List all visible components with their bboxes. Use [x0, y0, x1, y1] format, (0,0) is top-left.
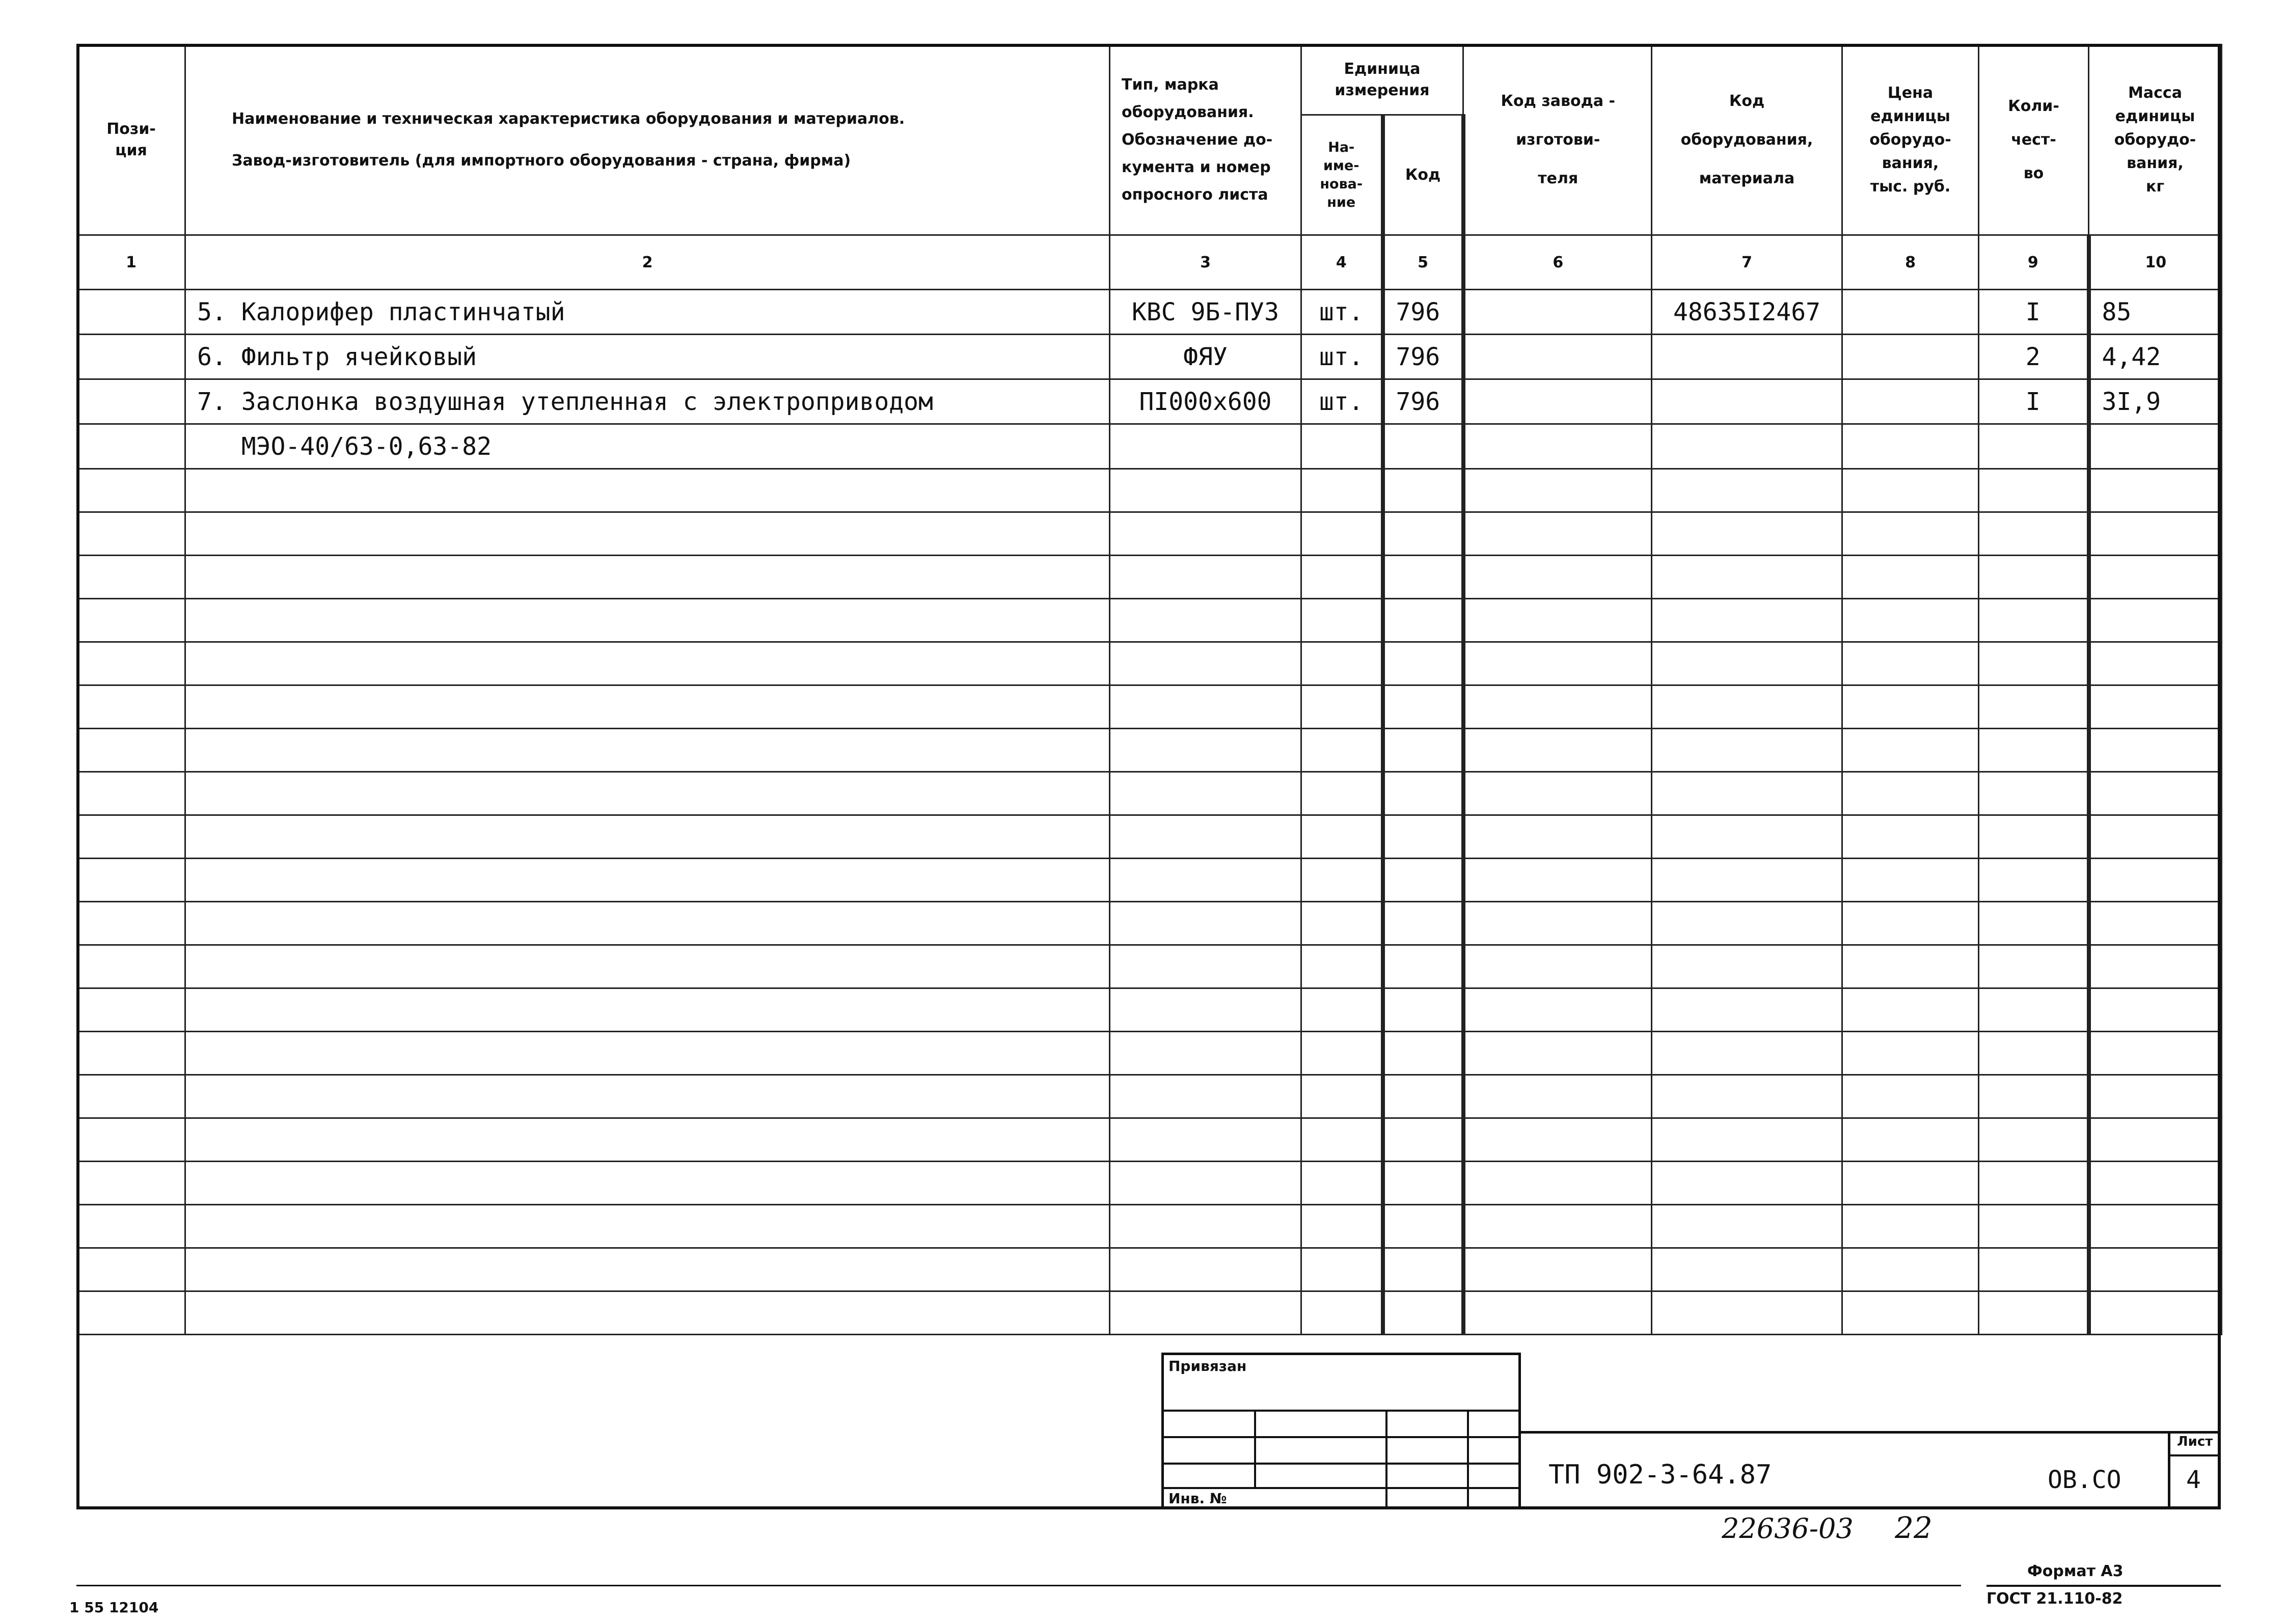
header-unit-group: Единица измерения	[1301, 45, 1463, 115]
cell-type-text: ПI000х600	[1139, 388, 1272, 416]
header-position: Пози- ция	[77, 45, 185, 235]
archive-number: 22636-03	[1722, 1512, 1854, 1545]
col-num: 6	[1463, 235, 1652, 290]
col-num: 8	[1842, 235, 1979, 290]
cell-type-text: КВС 9Б-ПУЗ	[1132, 298, 1279, 326]
title-block	[1161, 1353, 2221, 1509]
cell-mass-text: 85	[2102, 298, 2132, 326]
header-factory-code: Код завода - изготови- теля	[1463, 45, 1652, 235]
cell-type-text: ФЯУ	[1183, 343, 1228, 371]
cell-name-text: 6. Фильтр ячейковый	[197, 343, 477, 371]
sheet-frame	[76, 44, 2221, 1509]
col-num: 7	[1652, 235, 1842, 290]
stamp-section-code: ОВ.СО	[2048, 1466, 2121, 1494]
stamp-document-code: ТП 902-3-64.87	[1548, 1460, 1772, 1490]
cell-name-text: 7. Заслонка воздушная утепленная с электроприводом	[197, 388, 933, 416]
stamp-sheet-number: 4	[2186, 1466, 2201, 1494]
col-num: 3	[1110, 235, 1301, 290]
stamp-sheet-label: Лист	[2177, 1434, 2213, 1449]
header-name-line2: Завод-изготовитель (для импортного оборудования - страна, фирма)	[232, 151, 851, 170]
cell-unit-code-text: 796	[1396, 298, 1440, 326]
cell-unit-text: шт.	[1319, 298, 1364, 326]
cell-unit-text: шт.	[1319, 343, 1364, 371]
cell-quantity-text: I	[2025, 388, 2040, 416]
cell-unit-text: шт.	[1319, 388, 1364, 416]
cell-name-text: 5. Калорифер пластинчатый	[197, 298, 565, 326]
col-num: 4	[1301, 235, 1383, 290]
header-type: Тип, марка оборудования. Обозначение до- кумента и номер опросного листа	[1110, 45, 1301, 235]
paper-format: Формат А3	[2027, 1562, 2124, 1580]
header-equipment-code: Код оборудования, материала	[1652, 45, 1842, 235]
gost-standard: ГОСТ 21.110-82	[1986, 1590, 2123, 1608]
cell-mass-text: 3I,9	[2102, 388, 2161, 416]
cell-mass-text: 4,42	[2102, 343, 2161, 371]
header-unit-code: Код	[1383, 115, 1463, 235]
stamp-inventory-label: Инв. №	[1168, 1490, 1227, 1507]
stamp-privyazan-label: Привязан	[1168, 1358, 1247, 1374]
print-code: 1 55 12104	[69, 1599, 159, 1616]
col-num: 2	[185, 235, 1110, 290]
cell-quantity-text: I	[2025, 298, 2040, 326]
header-mass: Масса единицы оборудо- вания, кг	[2089, 45, 2222, 235]
header-price: Цена единицы оборудо- вания, тыс. руб.	[1842, 45, 1979, 235]
archive-sheet-number: 22	[1895, 1510, 1933, 1545]
header-unit-name: На- име- нова- ние	[1301, 115, 1383, 235]
cell-quantity-text: 2	[2025, 343, 2040, 371]
cell-unit-code-text: 796	[1396, 343, 1440, 371]
cell-unit-code-text: 796	[1396, 388, 1440, 416]
cell-name-text: МЭО-40/63-0,63-82	[197, 432, 492, 461]
cell-equipment-code-text: 48635I2467	[1673, 298, 1820, 326]
col-num: 10	[2089, 235, 2222, 290]
col-num: 5	[1383, 235, 1463, 290]
col-num: 9	[1979, 235, 2089, 290]
header-quantity: Коли- чест- во	[1979, 45, 2089, 235]
col-num: 1	[77, 235, 185, 290]
header-name-line1: Наименование и техническая характеристика оборудования и материалов.	[232, 109, 905, 128]
